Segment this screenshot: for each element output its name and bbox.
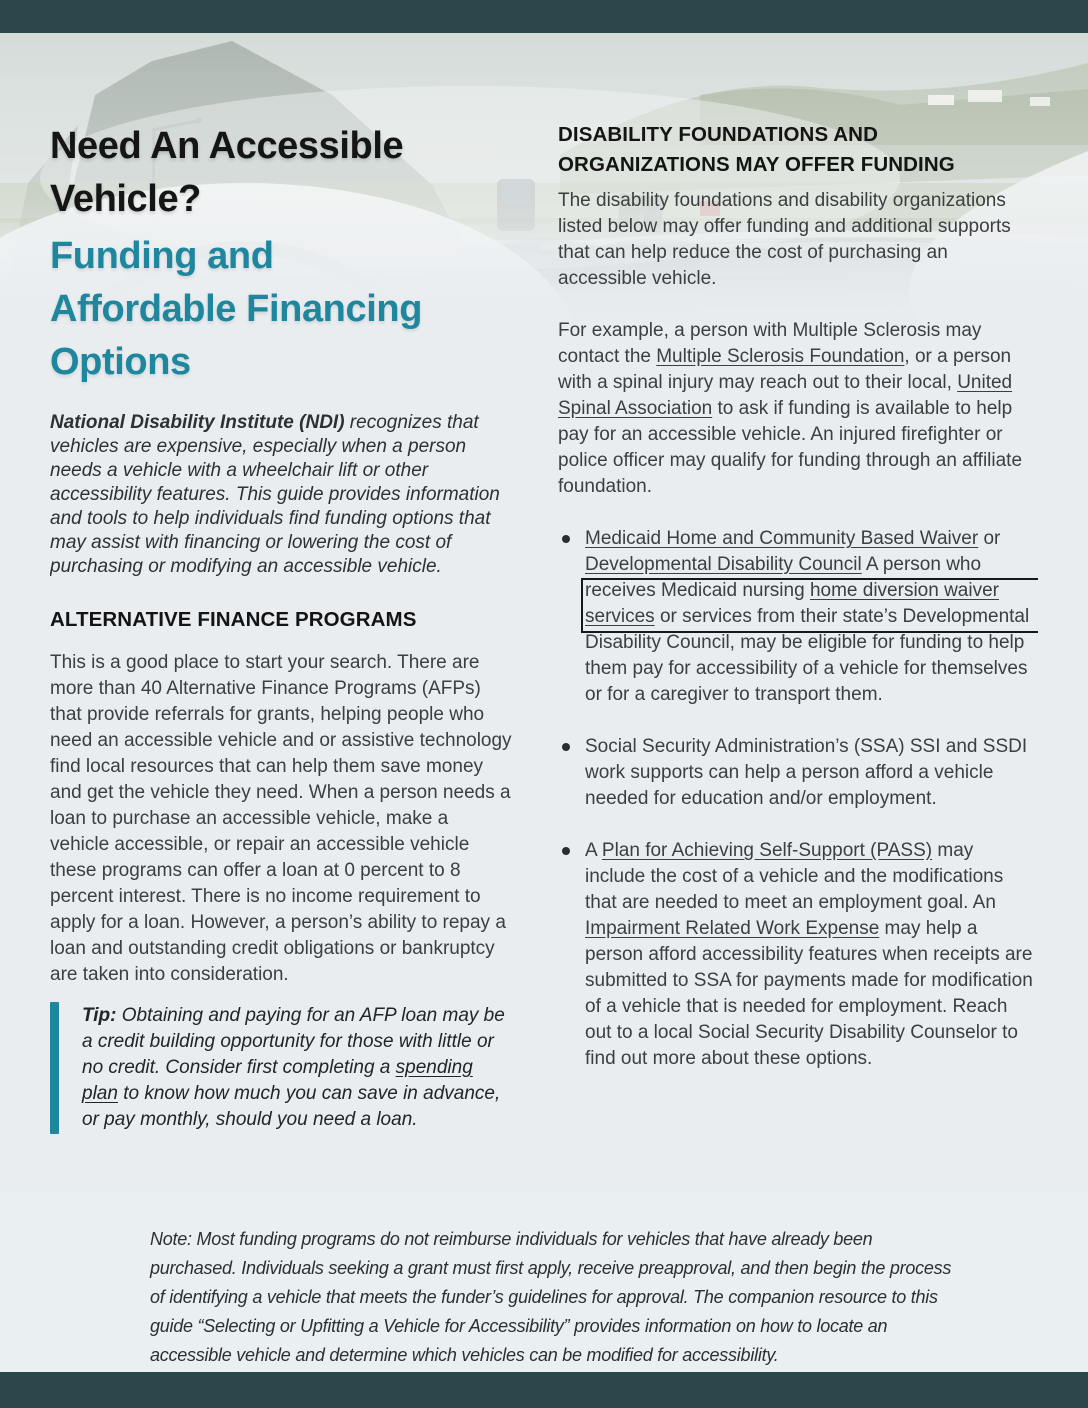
text-segment: Tip: — [82, 1005, 117, 1026]
note-text: Note: Most funding programs do not reimburse individuals for vehicles that have already been purchased. Individuals seeking a grant must first apply, receive preapproval, and then begin the process of identifying a vehicle that meets the funder’s guidelines for approval. The companion resource to this guide “Selecting or Upfitting a Vehicle for Accessibility” provides information on how to locate an accessible vehicle and determine which vehicles can be modified for accessibility. — [150, 1229, 952, 1365]
foundations-paragraph-1: The disability foundations and disability organizations listed below may offer funding and additional supports that can help reduce the cost of purchasing an accessible vehicle. — [558, 190, 1011, 289]
text-segment: to know how much you can save in advance, or pay monthly, should you need a loan. — [82, 1083, 501, 1130]
text-segment: may include the cost of a vehicle and the modifications that are needed to meet an employment goal. An — [585, 840, 1004, 913]
two-column-content — [50, 120, 1038, 1134]
afp-body-paragraph: This is a good place to start your search. There are more than 40 Alternative Finance Programs (AFPs) that provide referrals for grants, helping people who need an accessible vehicle and or assistive technology find local resources that can help them save money and get the vehicle they need. When a person needs a loan to purchase an accessible vehicle, make a vehicle accessible, or repair an accessible vehicle these programs can offer a loan at 0 percent to 8 percent interest. There is no income requirement to apply for a loan. However, a person’s ability to repay a loan and outstanding credit obligations or bankruptcy are taken into consideration. — [50, 652, 512, 985]
bullet-ssa-work-supports — [558, 734, 1038, 812]
text-line: Affordable Financing — [50, 288, 423, 330]
bullet-medicaid-waiver — [558, 526, 1038, 708]
page-title — [50, 120, 512, 226]
text-segment: A — [585, 840, 602, 861]
top-accent-bar — [0, 0, 1088, 33]
text-segment: or — [978, 528, 1001, 549]
text-link[interactable]: Impairment Related Work Expense — [585, 918, 880, 939]
text-segment: National Disability Institute (NDI) — [50, 412, 345, 433]
bullet-text — [585, 528, 1029, 705]
text-segment: to ask if funding is available to help pay for an accessible vehicle. An injured firefighter or police officer may qualify for funding through an affiliate foundation. — [558, 398, 1023, 497]
text-link[interactable]: United Spinal Association — [558, 372, 1013, 419]
intro-paragraph — [50, 411, 512, 579]
bullet-dot — [562, 743, 570, 751]
text-segment: Social Security Administration’s (SSA) SSI and SSDI work supports can help a person afford a vehicle needed for education and/or employment. — [585, 736, 1028, 809]
text-link[interactable]: Medicaid Home and Community Based Waiver — [585, 528, 979, 549]
foundations-heading — [558, 120, 1038, 180]
tip-callout — [50, 1002, 512, 1134]
text-line: Options — [50, 341, 191, 383]
bottom-accent-bar — [0, 1372, 1088, 1408]
foundations-paragraph-2 — [558, 318, 1038, 500]
text-link[interactable]: Plan for Achieving Self-Support (PASS) — [601, 840, 933, 861]
text-segment: recognizes that vehicles are expensive, especially when a person needs a vehicle with a wheelchair lift or other accessibility features. This guide provides information and tools to help individuals find funding options that may assist with financing or lowering the cost of purchasing or modifying an accessible vehicle. — [50, 412, 500, 577]
tip-text — [82, 1003, 512, 1133]
afp-heading: ALTERNATIVE FINANCE PROGRAMS — [50, 608, 417, 631]
text-link[interactable]: spending plan — [82, 1057, 473, 1104]
text-link[interactable]: Multiple Sclerosis Foundation — [656, 346, 905, 367]
left-column — [50, 120, 512, 1134]
text-link[interactable]: home diversion waiver services — [585, 580, 999, 627]
funding-options-list — [558, 526, 1038, 1072]
bullet-text — [585, 736, 1027, 809]
text-segment: For example, a person with Multiple Sclerosis may contact the — [558, 320, 982, 367]
text-segment: may help a person afford accessibility features when receipts are submitted to SSA for payments made for modification of a vehicle that is needed for employment. Reach out to a local Social Security Disability Counselor to find out more about these options. — [585, 918, 1033, 1069]
text-link[interactable]: Developmental Disability Council — [585, 554, 862, 575]
text-line: ORGANIZATIONS MAY OFFER FUNDING — [558, 153, 955, 176]
page-subtitle — [50, 230, 512, 389]
text-line: Vehicle? — [50, 178, 201, 220]
bullet-pass-plan — [558, 838, 1038, 1072]
bullet-dot — [562, 847, 570, 855]
text-segment: A person who receives Medicaid nursing — [585, 554, 982, 601]
note-section — [0, 1193, 1088, 1372]
right-column — [558, 120, 1038, 1134]
bullet-text — [585, 840, 1033, 1069]
text-segment: Obtaining and paying for an AFP loan may be a credit building opportunity for those with little or no credit. Consider first completing a — [82, 1005, 505, 1078]
tip-accent-bar — [50, 1002, 59, 1134]
bullet-dot — [562, 535, 570, 543]
text-line: Need An Accessible — [50, 125, 404, 167]
text-line: DISABILITY FOUNDATIONS AND — [558, 123, 878, 146]
text-segment: or services from their state’s Developmental Disability Council, may be eligible for funding to help them pay for accessibility of a vehicle for themselves or for a caregiver to transport them. — [585, 606, 1030, 705]
text-segment: , or a person with a spinal injury may reach out to their local, — [558, 346, 1012, 393]
text-line: Funding and — [50, 235, 274, 277]
